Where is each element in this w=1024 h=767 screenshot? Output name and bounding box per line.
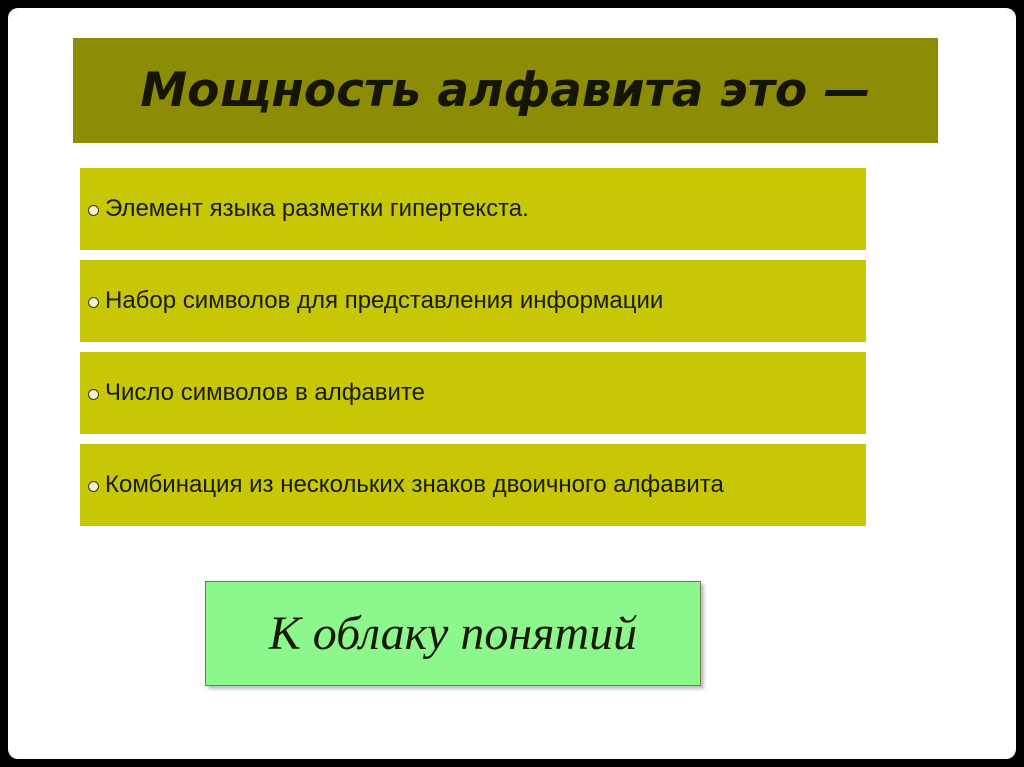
answer-option-2[interactable] bbox=[80, 260, 866, 342]
answer-option-label: Элемент языка разметки гипертекста. bbox=[105, 194, 529, 222]
title-bar bbox=[73, 38, 938, 143]
answer-option-label: Комбинация из нескольких знаков двоичного алфавита bbox=[105, 470, 724, 498]
answer-option-label: Число символов в алфавите bbox=[105, 378, 426, 406]
answer-option-4[interactable] bbox=[80, 444, 866, 526]
answer-option-1[interactable] bbox=[80, 168, 866, 250]
cloud-of-concepts-link[interactable] bbox=[205, 581, 701, 686]
answer-option-3[interactable] bbox=[80, 352, 866, 434]
slide bbox=[8, 8, 1016, 759]
bullet-icon bbox=[88, 205, 99, 216]
bullet-icon bbox=[88, 481, 99, 492]
cloud-of-concepts-label: К облаку понятий bbox=[268, 607, 638, 660]
page-title: Мощность алфавита это — bbox=[140, 63, 871, 118]
answer-options-list bbox=[80, 168, 866, 536]
answer-option-label: Набор символов для представления информации bbox=[105, 286, 664, 314]
bullet-icon bbox=[88, 297, 99, 308]
bullet-icon bbox=[88, 389, 99, 400]
